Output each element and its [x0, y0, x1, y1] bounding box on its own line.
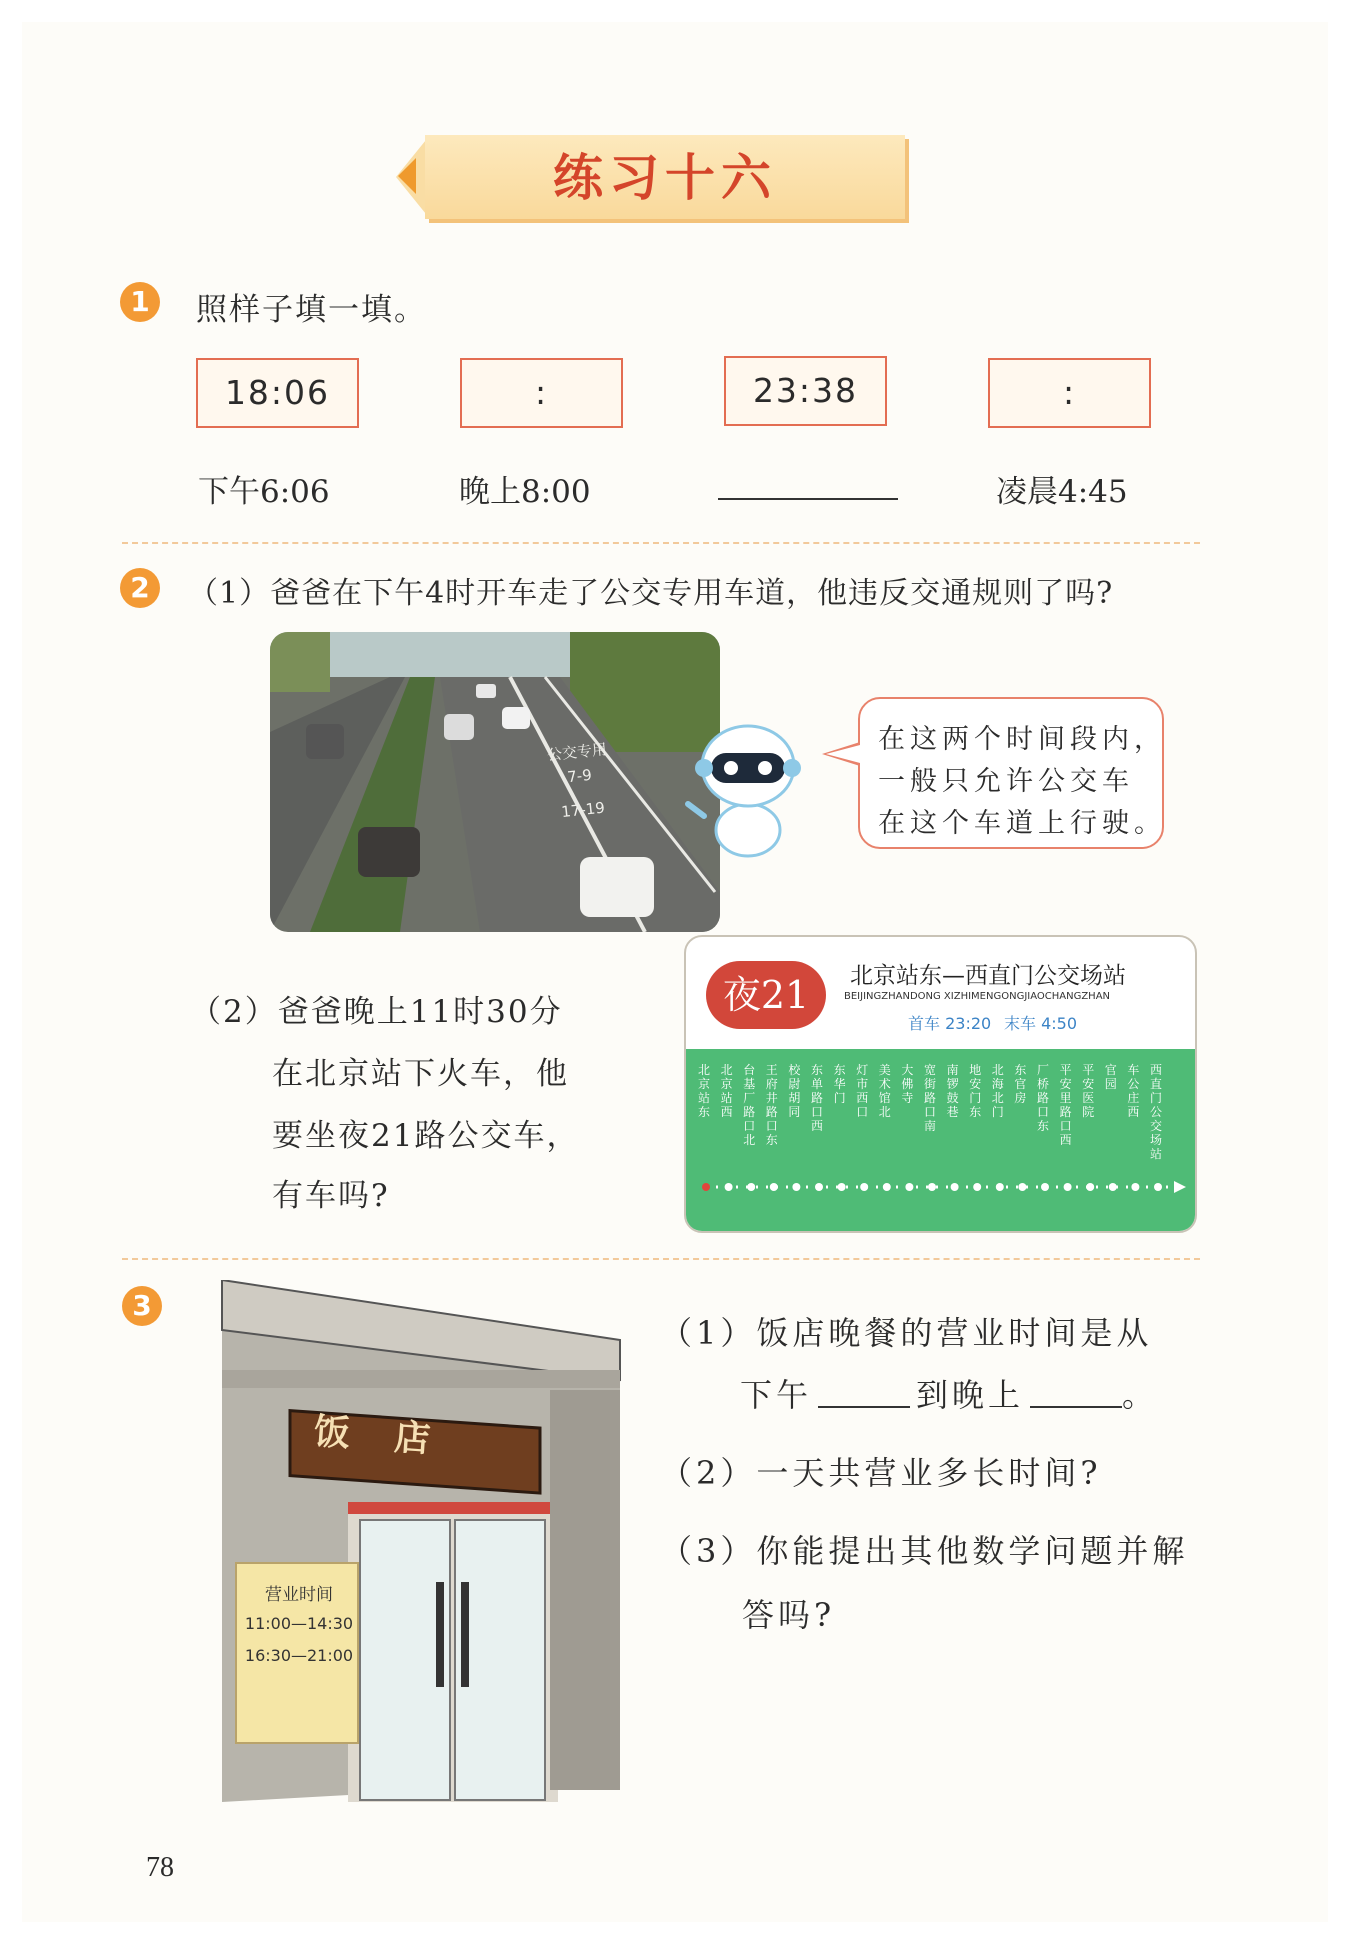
section-divider: [122, 542, 1200, 544]
bus-stop-name: 王府井路口东: [765, 1063, 778, 1147]
bus-stop-dot: [1064, 1183, 1072, 1191]
bus-stop-name: 东单路口西: [811, 1063, 824, 1133]
time-box-1: 18:06: [196, 358, 359, 428]
bus-stop-dot: [838, 1183, 846, 1191]
question-3-part1-middle: 到晚上: [916, 1376, 1025, 1414]
time-label-2: 晚上8:00: [459, 474, 591, 510]
section-divider-2: [122, 1258, 1200, 1260]
time-label-4: 凌晨4:45: [996, 474, 1128, 510]
bus-stop-dot: [792, 1183, 800, 1191]
bus-stop-name: 北京站西: [720, 1063, 733, 1119]
bus-last-time: 末车 4:50: [1004, 1014, 1078, 1033]
road-mark-2: 7-9: [566, 765, 593, 787]
bus-route-line: [686, 1177, 1197, 1197]
bus-stop-dot: [905, 1183, 913, 1191]
bus-line-pinyin: BEIJINGZHANDONG XIZHIMENGONGJIAOCHANGZHAN: [844, 991, 1111, 1002]
bus-stop-name: 西直门公交场站: [1150, 1063, 1163, 1161]
bus-stop-dot: [725, 1183, 733, 1191]
speech-line-3: 在这个车道上行驶。: [878, 808, 1166, 839]
bus-stop-dot: [928, 1183, 936, 1191]
hours-lunch: 11:00—14:30: [244, 1614, 354, 1633]
road-illustration: [270, 632, 720, 932]
bus-stop-dot: [702, 1183, 710, 1191]
restaurant-sign: 饭 店: [312, 1410, 448, 1462]
bus-stop-name: 平安医院: [1082, 1063, 1095, 1119]
answer-blank-end[interactable]: [1030, 1406, 1122, 1408]
bus-stop-dot: [883, 1183, 891, 1191]
question-2-badge: 2: [120, 568, 160, 608]
question-3-part1-line1: （1）饭店晚餐的营业时间是从: [660, 1314, 1153, 1352]
bus-stop-dot: [1041, 1183, 1049, 1191]
bus-stop-name: 灯市西口: [856, 1063, 869, 1119]
robot-icon: [676, 718, 806, 858]
question-3-part1-end: 。: [1122, 1376, 1159, 1414]
bus-stop-name: 台基厂路口北: [743, 1063, 756, 1147]
answer-blank-start[interactable]: [818, 1406, 910, 1408]
bus-stop-name: 厂桥路口东: [1037, 1063, 1050, 1133]
question-1-badge: 1: [120, 282, 160, 322]
bus-stop-dot: [747, 1183, 755, 1191]
speech-line-1: 在这两个时间段内，: [878, 724, 1166, 755]
bus-route-number: 夜21: [706, 961, 826, 1029]
time-box-2[interactable]: :: [460, 358, 623, 428]
bus-first-time: 首车 23:20: [908, 1014, 992, 1033]
question-3-part3-line1: （3）你能提出其他数学问题并解: [660, 1532, 1189, 1570]
page-number: 78: [146, 1852, 174, 1883]
bus-stop-name: 美术馆北: [878, 1063, 891, 1119]
time-box-3: 23:38: [724, 356, 887, 426]
bus-stop-dot: [1109, 1183, 1117, 1191]
question-2-part2-line3: 要坐夜21路公交车，: [272, 1118, 580, 1154]
bus-stop-name: 平安里路口西: [1059, 1063, 1072, 1147]
question-2-part1: （1）爸爸在下午4时开车走了公交专用车道，他违反交通规则了吗?: [188, 576, 1114, 611]
hours-title: 营业时间: [265, 1585, 333, 1605]
bus-stop-name: 官园: [1104, 1063, 1117, 1091]
bus-stop-dot: [951, 1183, 959, 1191]
bus-stop-dot: [1154, 1183, 1162, 1191]
question-3-badge: 3: [122, 1286, 162, 1326]
bus-stop-dot: [1018, 1183, 1026, 1191]
road-mark-3: 17-19: [560, 798, 606, 822]
question-2-part2-line4: 有车吗?: [272, 1178, 390, 1214]
bus-stop-dot: [1086, 1183, 1094, 1191]
page-title: 练习十六: [553, 148, 777, 207]
bus-stop-name: 北海北门: [991, 1063, 1004, 1119]
answer-blank-line[interactable]: [718, 498, 898, 500]
bus-stop-name: 车公庄西: [1127, 1063, 1140, 1119]
bus-stop-dot: [770, 1183, 778, 1191]
speech-tail-inner: [826, 745, 860, 763]
time-label-1: 下午6:06: [198, 474, 330, 510]
bus-stop-name: 北京站东: [698, 1063, 711, 1119]
bus-stop-dot: [1131, 1183, 1139, 1191]
bus-stop-name: 南锣鼓巷: [946, 1063, 959, 1119]
question-3-part1-prefix: 下午: [740, 1376, 813, 1414]
question-3-part3-line2: 答吗?: [742, 1596, 836, 1634]
bus-line-name: 北京站东—西直门公交场站: [850, 963, 1126, 989]
bus-stop-dot: [860, 1183, 868, 1191]
bus-stop-dot: [973, 1183, 981, 1191]
road-mark-1: 公交专用: [546, 740, 608, 765]
bus-stop-name: 东华门: [833, 1063, 846, 1105]
bus-stop-name: 宽街路口南: [924, 1063, 937, 1133]
bus-stop-name: 东官房: [1014, 1063, 1027, 1105]
speech-line-2: 一般只允许公交车: [878, 766, 1134, 797]
bus-stop-name: 大佛寺: [901, 1063, 914, 1105]
title-arrow-icon: [398, 158, 416, 194]
question-2-part2-line1: （2）爸爸晚上11时30分: [190, 994, 563, 1030]
hours-dinner: 16:30—21:00: [244, 1646, 354, 1665]
bus-stop-name: 地安门东: [969, 1063, 982, 1119]
bus-route-board: [684, 935, 1197, 1233]
time-box-4[interactable]: :: [988, 358, 1151, 428]
bus-lane-photo: [270, 632, 720, 932]
bus-stop-name: 校尉胡同: [788, 1063, 801, 1119]
question-1-prompt: 照样子填一填。: [196, 292, 427, 328]
speech-bubble: [858, 697, 1164, 849]
bus-stop-dot: [815, 1183, 823, 1191]
question-2-part2-line2: 在北京站下火车，他: [272, 1056, 569, 1092]
restaurant-illustration: [210, 1280, 630, 1810]
bus-stop-dot: [996, 1183, 1004, 1191]
question-3-part2: （2）一天共营业多长时间?: [660, 1454, 1102, 1492]
